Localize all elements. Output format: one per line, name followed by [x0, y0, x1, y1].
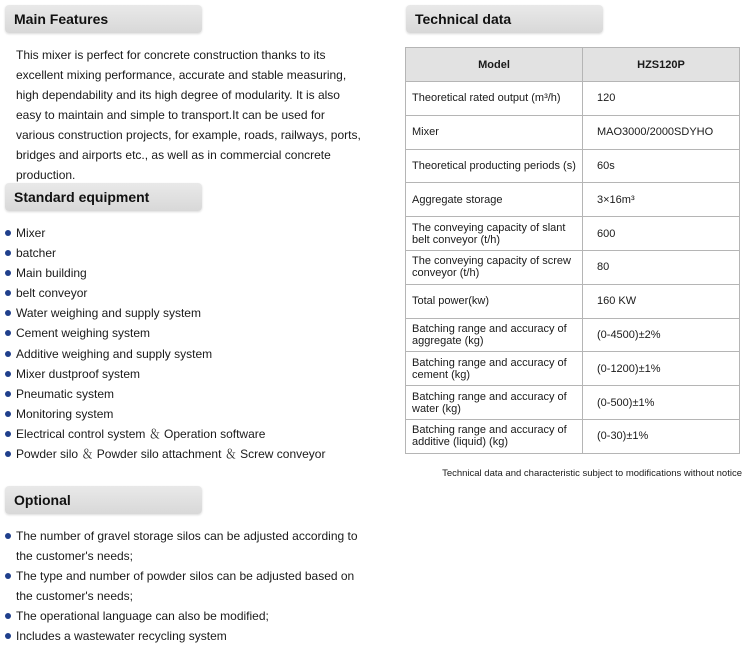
bullet-icon [5, 310, 11, 316]
list-item: Electrical control system ＆ Operation software [5, 424, 325, 444]
table-row [406, 250, 740, 284]
optional-heading: Optional [5, 486, 202, 514]
bullet-icon [5, 451, 11, 457]
table-row [406, 352, 740, 386]
value-cell: (0-1200)±1% [583, 352, 740, 386]
technical-data-note: Technical data and characteristic subject to modifications without notice [442, 468, 742, 479]
bullet-icon [5, 371, 11, 377]
value-cell: 600 [583, 217, 740, 251]
table-row [406, 149, 740, 183]
table-row [406, 183, 740, 217]
value-cell: (0-30)±1% [583, 419, 740, 453]
bullet-icon [5, 250, 11, 256]
param-cell: Batching range and accuracy of water (kg) [406, 386, 583, 420]
bullet-icon [5, 391, 11, 397]
param-cell: The conveying capacity of slant belt conveyor (t/h) [406, 217, 583, 251]
list-item: Cement weighing system [5, 323, 325, 343]
column-header-model-value: HZS120P [583, 48, 740, 82]
table-row [406, 284, 740, 318]
main-features-text: This mixer is perfect for concrete construction thanks to its excellent mixing performance, accurate and stable measuring, high dependability and its high degree of modularity. It is also easy to maintain and simple to transport.It can be used for various construction projects, for example, roads, railways, ports, bridges and airports etc., as well as in commercial concrete production. [16, 48, 361, 182]
technical-data-heading: Technical data [406, 5, 603, 33]
technical-data-table [405, 47, 740, 454]
bullet-icon [5, 533, 11, 539]
value-cell: (0-500)±1% [583, 386, 740, 420]
optional-list [5, 526, 365, 646]
list-item: Mixer dustproof system [5, 364, 325, 384]
param-cell: The conveying capacity of screw conveyor (t/h) [406, 250, 583, 284]
value-cell: 80 [583, 250, 740, 284]
table-header-row [406, 48, 740, 82]
list-item: The type and number of powder silos can be adjusted based on the customer's needs; [5, 566, 365, 606]
bullet-icon [5, 290, 11, 296]
list-item: Pneumatic system [5, 384, 325, 404]
param-cell: Theoretical rated output (m³/h) [406, 82, 583, 116]
param-cell: Batching range and accuracy of aggregate (kg) [406, 318, 583, 352]
standard-equipment-heading: Standard equipment [5, 183, 202, 211]
list-item: The number of gravel storage silos can be adjusted according to the customer's needs; [5, 526, 365, 566]
list-item: Main building [5, 263, 325, 283]
list-item: Includes a wastewater recycling system [5, 626, 365, 646]
list-item: Additive weighing and supply system [5, 344, 325, 364]
value-cell: MAO3000/2000SDYHO [583, 115, 740, 149]
param-cell: Mixer [406, 115, 583, 149]
list-item: Monitoring system [5, 404, 325, 424]
value-cell: 60s [583, 149, 740, 183]
list-item: belt conveyor [5, 283, 325, 303]
standard-equipment-list [5, 223, 325, 464]
value-cell: 160 KW [583, 284, 740, 318]
list-item: The operational language can also be modified; [5, 606, 365, 626]
param-cell: Batching range and accuracy of cement (kg) [406, 352, 583, 386]
bullet-icon [5, 573, 11, 579]
value-cell: 3×16m³ [583, 183, 740, 217]
main-features-heading: Main Features [5, 5, 202, 33]
column-header-model: Model [406, 48, 583, 82]
bullet-icon [5, 431, 11, 437]
table-row [406, 217, 740, 251]
list-item: Water weighing and supply system [5, 303, 325, 323]
value-cell: (0-4500)±2% [583, 318, 740, 352]
bullet-icon [5, 330, 11, 336]
table-row [406, 82, 740, 116]
param-cell: Batching range and accuracy of additive (liquid) (kg) [406, 419, 583, 453]
param-cell: Total power(kw) [406, 284, 583, 318]
bullet-icon [5, 230, 11, 236]
bullet-icon [5, 633, 11, 639]
table-row [406, 386, 740, 420]
table-row [406, 115, 740, 149]
table-row [406, 318, 740, 352]
list-item: Powder silo ＆ Powder silo attachment ＆ Screw conveyor [5, 444, 325, 464]
list-item: batcher [5, 243, 325, 263]
table-row [406, 419, 740, 453]
param-cell: Aggregate storage [406, 183, 583, 217]
list-item: Mixer [5, 223, 325, 243]
bullet-icon [5, 411, 11, 417]
value-cell: 120 [583, 82, 740, 116]
bullet-icon [5, 351, 11, 357]
bullet-icon [5, 270, 11, 276]
param-cell: Theoretical producting periods (s) [406, 149, 583, 183]
bullet-icon [5, 613, 11, 619]
